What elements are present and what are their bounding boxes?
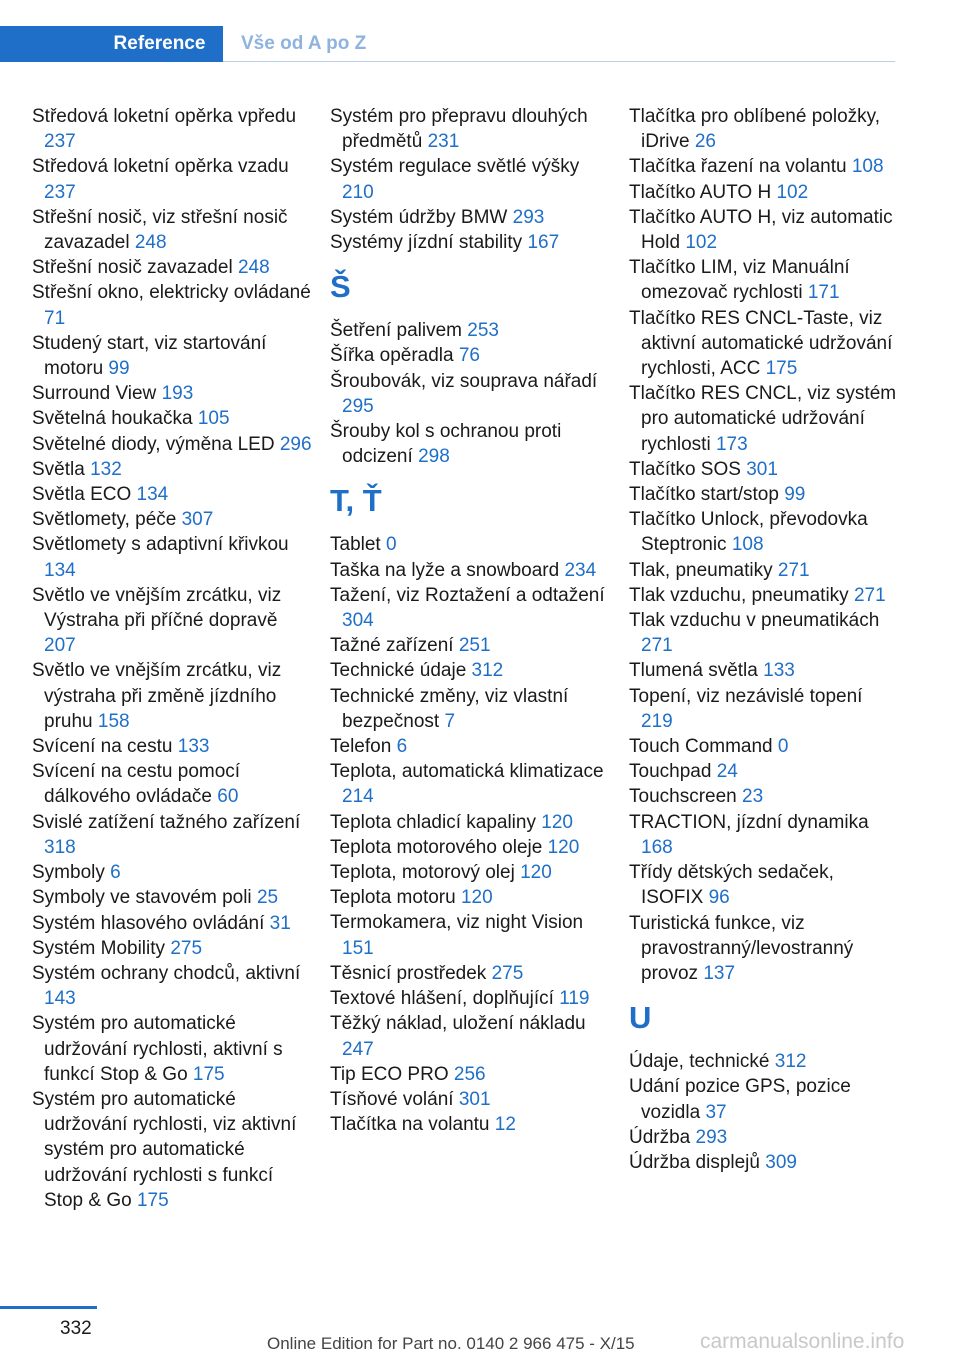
index-entry-text: Střešní okno, elektricky ovládané bbox=[32, 282, 311, 304]
watermark: carmanualsonline.info bbox=[700, 1330, 905, 1353]
index-entry bbox=[32, 583, 312, 659]
page-header bbox=[0, 0, 960, 62]
index-entry-text: Tlačítko Unlock, převodovka Steptronic bbox=[629, 509, 868, 556]
page-reference-link[interactable]: 175 bbox=[192, 1063, 225, 1085]
index-entry-text: Teplota, motorový olej bbox=[330, 862, 515, 884]
index-entry bbox=[330, 633, 610, 658]
index-entry bbox=[32, 911, 312, 936]
index-entry bbox=[629, 911, 897, 987]
index-entry bbox=[629, 1074, 897, 1124]
page-reference-link[interactable]: 295 bbox=[342, 395, 374, 417]
page-reference-link[interactable]: 7 bbox=[444, 710, 456, 732]
page-reference-link[interactable]: 6 bbox=[396, 736, 408, 758]
index-entry-text: Tlak vzduchu v pneumatikách bbox=[629, 610, 880, 632]
page-reference-link[interactable]: 318 bbox=[44, 836, 76, 858]
index-entry-text: Systém pro přepravu dlouhých předmětů bbox=[330, 106, 588, 153]
index-entry-text: Technické údaje bbox=[330, 660, 467, 682]
page-reference-link[interactable]: 175 bbox=[136, 1189, 169, 1211]
page-reference-link[interactable]: 207 bbox=[44, 635, 76, 657]
page-reference-link[interactable]: 167 bbox=[527, 232, 560, 254]
page-reference-link[interactable]: 37 bbox=[705, 1101, 727, 1123]
page-reference-link[interactable]: 132 bbox=[90, 458, 122, 480]
index-entry bbox=[629, 255, 897, 305]
index-entry bbox=[32, 507, 312, 532]
index-letter-heading: U bbox=[629, 1000, 652, 1036]
page-reference-link[interactable]: 108 bbox=[851, 156, 884, 178]
index-entry bbox=[330, 810, 610, 835]
index-entry-text: Tažné zařízení bbox=[330, 635, 454, 657]
index-entry-text: Světla ECO bbox=[32, 484, 132, 506]
index-entry-text: Tlačítka na volantu bbox=[330, 1114, 490, 1136]
index-entry bbox=[629, 1150, 897, 1175]
index-entry bbox=[32, 381, 312, 406]
page-reference-link[interactable]: 0 bbox=[777, 736, 789, 758]
index-entry-text: Teplota chladicí kapaliny bbox=[330, 811, 536, 833]
index-entry bbox=[629, 583, 897, 608]
index-column-3 bbox=[629, 104, 897, 1175]
page-reference-link[interactable]: 120 bbox=[520, 862, 552, 884]
index-entry bbox=[330, 885, 610, 910]
index-entry bbox=[330, 104, 610, 154]
index-entry bbox=[330, 734, 610, 759]
index-entry-text: Systém pro automatické udržování rychlosti, viz aktivní systém pro automatické udržování rychlosti s funkcí Stop & Go bbox=[32, 1088, 297, 1211]
index-entry-text: Šrouby kol s ochranou proti odcizení bbox=[330, 421, 562, 468]
page-reference-link[interactable]: 120 bbox=[460, 887, 493, 909]
tab-a-to-z[interactable]: Vše od A po Z bbox=[223, 26, 895, 62]
index-entry-text: Šroubovák, viz souprava nářadí bbox=[330, 370, 598, 392]
page-reference-link[interactable]: 6 bbox=[110, 862, 121, 884]
index-entry-text: Systém údržby BMW bbox=[330, 206, 508, 228]
page-reference-link[interactable]: 256 bbox=[453, 1063, 486, 1085]
page-reference-link[interactable]: 134 bbox=[44, 559, 76, 581]
page-reference-link[interactable]: 275 bbox=[491, 962, 524, 984]
page-reference-link[interactable]: 99 bbox=[108, 358, 130, 380]
index-entry-text: Těsnicí prostředek bbox=[330, 962, 487, 984]
index-entry-text: Teplota motorového oleje bbox=[330, 836, 543, 858]
page-reference-link[interactable]: 234 bbox=[564, 559, 597, 581]
page-reference-link[interactable]: 119 bbox=[559, 988, 590, 1010]
index-entry bbox=[32, 482, 312, 507]
page-reference-link[interactable]: 301 bbox=[458, 1088, 491, 1110]
index-entry-text: Světlo ve vnějším zrcátku, viz výstraha při změně jízdního pruhu bbox=[32, 660, 282, 732]
index-entry-text: Údaje, technické bbox=[629, 1051, 770, 1073]
page-reference-link[interactable]: 309 bbox=[765, 1151, 797, 1173]
index-entry-text: Symboly bbox=[32, 862, 105, 884]
index-entry bbox=[330, 1062, 610, 1087]
index-entry-text: Středová loketní opěrka vpředu bbox=[32, 106, 297, 127]
index-entry-text: Třídy dětských sedaček, ISOFIX bbox=[629, 862, 834, 909]
index-entry-text: Tísňové volání bbox=[330, 1088, 454, 1110]
index-entry bbox=[330, 860, 610, 885]
index-entry-text: Textové hlášení, doplňující bbox=[330, 988, 554, 1010]
index-entry-text: Údržba displejů bbox=[629, 1151, 760, 1173]
page-reference-link[interactable]: 99 bbox=[784, 484, 806, 506]
index-entry-text: Touchscreen bbox=[629, 786, 737, 808]
index-entry bbox=[330, 1112, 610, 1137]
index-entry bbox=[629, 810, 897, 860]
page-reference-link[interactable]: 219 bbox=[641, 710, 673, 732]
index-entry bbox=[629, 457, 897, 482]
page-reference-link[interactable]: 175 bbox=[765, 358, 798, 380]
page-reference-link[interactable]: 31 bbox=[269, 912, 291, 934]
index-letter-heading: T, Ť bbox=[330, 483, 382, 519]
index-entry bbox=[330, 205, 610, 230]
index-entry-text: Světelná houkačka bbox=[32, 408, 193, 430]
index-entry bbox=[330, 684, 610, 734]
index-entry bbox=[330, 230, 610, 255]
page-reference-link[interactable]: 120 bbox=[541, 811, 573, 833]
index-entry-text: Těžký náklad, uložení nákladu bbox=[330, 1013, 586, 1035]
header-accent-bar bbox=[0, 26, 96, 62]
page-reference-link[interactable]: 237 bbox=[44, 181, 76, 203]
page-reference-link[interactable]: 105 bbox=[197, 408, 230, 430]
index-entry bbox=[32, 885, 312, 910]
page-reference-link[interactable]: 120 bbox=[547, 836, 580, 858]
index-entry bbox=[629, 507, 897, 557]
page-reference-link[interactable]: 23 bbox=[742, 786, 764, 808]
index-entry bbox=[330, 835, 610, 860]
index-entry bbox=[330, 986, 610, 1011]
index-entry-text: Studený start, viz startování motoru bbox=[32, 332, 267, 380]
index-entry-text: Tip ECO PRO bbox=[330, 1063, 449, 1085]
index-entry-text: Tlačítko AUTO H bbox=[629, 181, 772, 203]
index-entry bbox=[32, 810, 312, 860]
page-reference-link[interactable]: 304 bbox=[342, 610, 374, 632]
page-reference-link[interactable]: 25 bbox=[256, 887, 279, 909]
index-entry bbox=[629, 784, 897, 809]
index-entry-text: Teplota motoru bbox=[330, 887, 456, 909]
index-entry-text: Taška na lyže a snowboard bbox=[330, 559, 560, 581]
page-reference-link[interactable]: 26 bbox=[694, 131, 716, 153]
page-reference-link[interactable]: 253 bbox=[467, 320, 499, 342]
index-entry bbox=[330, 318, 610, 343]
index-entry-text: TRACTION, jízdní dynamika bbox=[629, 811, 869, 833]
page-reference-link[interactable]: 193 bbox=[161, 383, 194, 405]
index-entry-text: Šířka opěradla bbox=[330, 345, 454, 367]
index-entry-text: Tlačítko RES CNCL-Taste, viz aktivní automatické udržování rychlosti, ACC bbox=[629, 307, 893, 380]
index-entry-text: Světelné diody, výměna LED bbox=[32, 433, 275, 455]
index-entry bbox=[330, 558, 610, 583]
index-entry bbox=[32, 532, 312, 582]
index-entry-text: Surround View bbox=[32, 383, 157, 405]
index-entry bbox=[629, 482, 897, 507]
page-reference-link[interactable]: 96 bbox=[708, 887, 730, 909]
page-reference-link[interactable]: 137 bbox=[703, 962, 736, 984]
page-reference-link[interactable]: 71 bbox=[44, 307, 66, 329]
index-entry-text: Systém Mobility bbox=[32, 937, 166, 959]
index-entry-text: Šetření palivem bbox=[330, 320, 463, 342]
index-entry-text: Telefon bbox=[330, 736, 392, 758]
index-entry bbox=[629, 1049, 897, 1074]
index-entry bbox=[32, 205, 312, 255]
index-entry bbox=[330, 343, 610, 368]
index-entry bbox=[32, 154, 312, 204]
page-reference-link[interactable]: 248 bbox=[134, 232, 167, 254]
index-entry-text: Systém regulace světlé výšky bbox=[330, 156, 580, 178]
page-number: 332 bbox=[60, 1318, 92, 1339]
index-entry bbox=[32, 936, 312, 961]
index-entry-text: Technické změny, viz vlastní bezpečnost bbox=[330, 685, 569, 732]
page-reference-link[interactable]: 271 bbox=[853, 584, 886, 606]
index-entry-text: Touchpad bbox=[629, 761, 712, 783]
index-entry-text: Systémy jízdní stability bbox=[330, 232, 523, 254]
index-entry-text: Tlačítko RES CNCL, viz systém pro automatické udržování rychlosti bbox=[629, 383, 897, 455]
index-entry bbox=[629, 658, 897, 683]
index-entry bbox=[629, 759, 897, 784]
index-entry bbox=[32, 961, 312, 1011]
page-reference-link[interactable]: 293 bbox=[512, 206, 545, 228]
index-entry bbox=[330, 532, 610, 557]
index-column-2 bbox=[330, 104, 610, 1137]
page-reference-link[interactable]: 102 bbox=[685, 232, 718, 254]
index-entry-text: Tlačítka pro oblíbené položky, iDrive bbox=[629, 106, 881, 153]
index-entry bbox=[330, 583, 610, 633]
index-entry bbox=[629, 154, 897, 179]
index-entry-text: Touch Command bbox=[629, 736, 773, 758]
index-entry-text: Tlačítka řazení na volantu bbox=[629, 156, 847, 178]
index-entry-text: Tlak, pneumatiky bbox=[629, 559, 773, 581]
edition-note: Online Edition for Part no. 0140 2 966 475 - X/15 bbox=[267, 1334, 635, 1353]
index-entry bbox=[330, 1011, 610, 1061]
index-entry-text: Svícení na cestu bbox=[32, 736, 173, 758]
index-entry bbox=[32, 860, 312, 885]
index-entry-text: Středová loketní opěrka vzadu bbox=[32, 156, 289, 178]
page-reference-link[interactable]: 108 bbox=[731, 534, 764, 556]
index-entry-text: Systém pro automatické udržování rychlosti, aktivní s funkcí Stop & Go bbox=[32, 1013, 283, 1085]
index-entry bbox=[32, 457, 312, 482]
index-entry bbox=[32, 1087, 312, 1213]
index-entry bbox=[330, 759, 610, 809]
index-entry-text: Tablet bbox=[330, 534, 381, 556]
index-entry bbox=[330, 369, 610, 419]
index-entry-text: Světlo ve vnějším zrcátku, viz Výstraha při příčné dopravě bbox=[32, 584, 282, 632]
page-reference-link[interactable]: 0 bbox=[385, 534, 397, 556]
index-entry bbox=[32, 1011, 312, 1087]
index-entry bbox=[32, 432, 312, 457]
index-entry bbox=[330, 1087, 610, 1112]
page-reference-link[interactable]: 171 bbox=[807, 282, 840, 304]
page-reference-link[interactable]: 312 bbox=[471, 660, 504, 682]
page-reference-link[interactable]: 271 bbox=[777, 559, 810, 581]
index-entry-text: Světla bbox=[32, 458, 85, 480]
index-entry bbox=[629, 734, 897, 759]
index-entry bbox=[32, 104, 312, 154]
page-reference-link[interactable]: 168 bbox=[641, 836, 673, 858]
page-reference-link[interactable]: 151 bbox=[342, 937, 374, 959]
index-entry-text: Tlačítko LIM, viz Manuální omezovač rychlosti bbox=[629, 257, 850, 304]
page-reference-link[interactable]: 60 bbox=[217, 786, 239, 808]
index-entry-text: Světlomety, péče bbox=[32, 509, 177, 531]
page-reference-link[interactable]: 298 bbox=[418, 446, 450, 468]
page-reference-link[interactable]: 24 bbox=[716, 761, 738, 783]
page-reference-link[interactable]: 251 bbox=[458, 635, 491, 657]
page-reference-link[interactable]: 296 bbox=[279, 433, 312, 455]
index-entry bbox=[330, 658, 610, 683]
index-entry-text: Teplota, automatická klimatizace bbox=[330, 761, 604, 783]
index-entry bbox=[32, 331, 312, 381]
index-entry bbox=[629, 205, 897, 255]
index-entry-text: Tlumená světla bbox=[629, 660, 758, 682]
page-reference-link[interactable]: 12 bbox=[494, 1114, 516, 1136]
page-reference-link[interactable]: 271 bbox=[641, 635, 673, 657]
index-entry bbox=[629, 860, 897, 910]
index-entry-text: Tlačítko SOS bbox=[629, 458, 741, 480]
index-entry-text: Tažení, viz Roztažení a odtažení bbox=[330, 584, 605, 606]
page-reference-link[interactable]: 307 bbox=[181, 509, 214, 531]
footer-accent-line bbox=[0, 1306, 97, 1309]
index-entry-text: Turistická funkce, viz pravostranný/levostranný provoz bbox=[629, 912, 854, 984]
index-entry bbox=[629, 684, 897, 734]
page-reference-link[interactable]: 133 bbox=[763, 660, 795, 682]
index-entry-text: Topení, viz nezávislé topení bbox=[629, 685, 863, 707]
page-reference-link[interactable]: 293 bbox=[695, 1126, 728, 1148]
index-entry-text: Údržba bbox=[629, 1126, 691, 1148]
index-entry bbox=[32, 406, 312, 431]
page-reference-link[interactable]: 76 bbox=[458, 345, 480, 367]
page-reference-link[interactable]: 173 bbox=[715, 433, 748, 455]
index-letter-heading: Š bbox=[330, 269, 351, 305]
page-reference-link[interactable]: 301 bbox=[746, 458, 778, 480]
page-reference-link[interactable]: 158 bbox=[97, 710, 130, 732]
index-entry-text: Tlačítko AUTO H, viz automatic Hold bbox=[629, 206, 893, 254]
tab-reference[interactable]: Reference bbox=[96, 26, 223, 62]
index-entry-text: Tlak vzduchu, pneumatiky bbox=[629, 584, 849, 606]
index-entry bbox=[32, 658, 312, 734]
index-entry bbox=[32, 255, 312, 280]
index-entry bbox=[629, 104, 897, 154]
index-entry-text: Systém ochrany chodců, aktivní bbox=[32, 962, 301, 984]
page-reference-link[interactable]: 247 bbox=[342, 1038, 374, 1060]
page-reference-link[interactable]: 237 bbox=[44, 131, 76, 153]
index-entry bbox=[629, 381, 897, 457]
page-reference-link[interactable]: 143 bbox=[44, 988, 76, 1010]
page-reference-link[interactable]: 102 bbox=[776, 181, 809, 203]
index-entry-text: Tlačítko start/stop bbox=[629, 484, 779, 506]
index-entry bbox=[629, 306, 897, 382]
index-entry-text: Termokamera, viz night Vision bbox=[330, 912, 584, 934]
index-entry bbox=[629, 1125, 897, 1150]
index-entry bbox=[330, 154, 610, 204]
index-entry-text: Světlomety s adaptivní křivkou bbox=[32, 534, 289, 556]
index-entry-text: Symboly ve stavovém poli bbox=[32, 887, 252, 909]
page-reference-link[interactable]: 210 bbox=[342, 181, 374, 203]
page-reference-link[interactable]: 275 bbox=[170, 937, 203, 959]
page-reference-link[interactable]: 134 bbox=[136, 484, 169, 506]
page-reference-link[interactable]: 248 bbox=[237, 257, 270, 279]
index-entry bbox=[629, 558, 897, 583]
index-entry bbox=[32, 759, 312, 809]
index-entry-text: Střešní nosič zavazadel bbox=[32, 257, 233, 279]
page-reference-link[interactable]: 214 bbox=[342, 786, 374, 808]
index-entry bbox=[330, 910, 610, 960]
index-entry bbox=[629, 608, 897, 658]
index-entry-text: Střešní nosič, viz střešní nosič zavazadel bbox=[32, 206, 288, 254]
page-reference-link[interactable]: 312 bbox=[774, 1051, 807, 1073]
index-entry bbox=[330, 419, 610, 469]
page-reference-link[interactable]: 133 bbox=[177, 736, 210, 758]
index-entry-text: Systém hlasového ovládání bbox=[32, 912, 265, 934]
index-entry bbox=[32, 280, 312, 330]
index-entry-text: Svislé zatížení tažného zařízení bbox=[32, 811, 301, 833]
index-entry-text: Svícení na cestu pomocí dálkového ovládače bbox=[32, 761, 241, 808]
index-entry-text: Udání pozice GPS, pozice vozidla bbox=[629, 1076, 851, 1123]
page-reference-link[interactable]: 231 bbox=[427, 131, 460, 153]
index-column-1 bbox=[32, 104, 312, 1213]
index-entry bbox=[32, 734, 312, 759]
index-entry bbox=[330, 961, 610, 986]
index-entry bbox=[629, 180, 897, 205]
